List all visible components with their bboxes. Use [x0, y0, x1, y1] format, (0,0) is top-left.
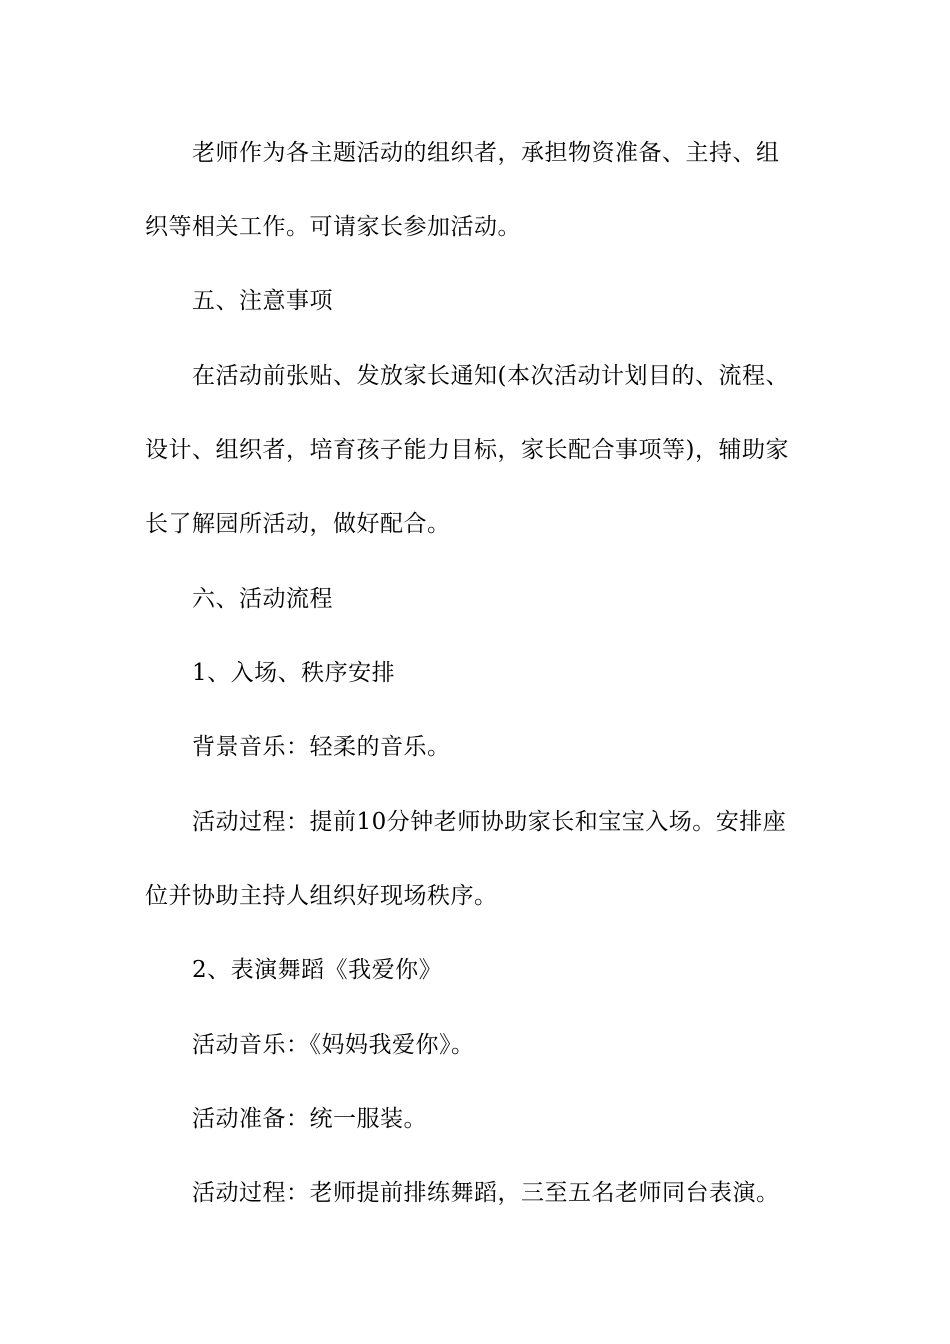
- subsection-heading: 1、入场、秩序安排: [192, 660, 396, 686]
- paragraph-line: 活动过程：提前10分钟老师协助家长和宝宝入场。安排座: [192, 809, 787, 835]
- paragraph-line: 织等相关工作。可请家长参加活动。: [145, 214, 521, 240]
- paragraph-line: 老师作为各主题活动的组织者，承担物资准备、主持、组: [192, 140, 780, 166]
- paragraph-line: 位并协助主持人组织好现场秩序。: [145, 883, 498, 909]
- paragraph-line: 设计、组织者，培育孩子能力目标，家长配合事项等)，辅助家: [145, 437, 789, 463]
- paragraph-line: 在活动前张贴、发放家长通知(本次活动计划目的、流程、: [192, 363, 789, 389]
- paragraph-line: 活动准备：统一服装。: [192, 1106, 427, 1132]
- paragraph-line: 活动音乐：《妈妈我爱你》。: [192, 1032, 475, 1058]
- section-heading: 五、注意事项: [192, 288, 333, 314]
- paragraph-line: 活动过程：老师提前排练舞蹈，三至五名老师同台表演。: [192, 1180, 780, 1206]
- subsection-heading: 2、表演舞蹈《我爱你》: [192, 957, 443, 983]
- paragraph-line: 长了解园所活动，做好配合。: [145, 511, 451, 537]
- paragraph-line: 背景音乐：轻柔的音乐。: [192, 734, 451, 760]
- section-heading: 六、活动流程: [192, 586, 333, 612]
